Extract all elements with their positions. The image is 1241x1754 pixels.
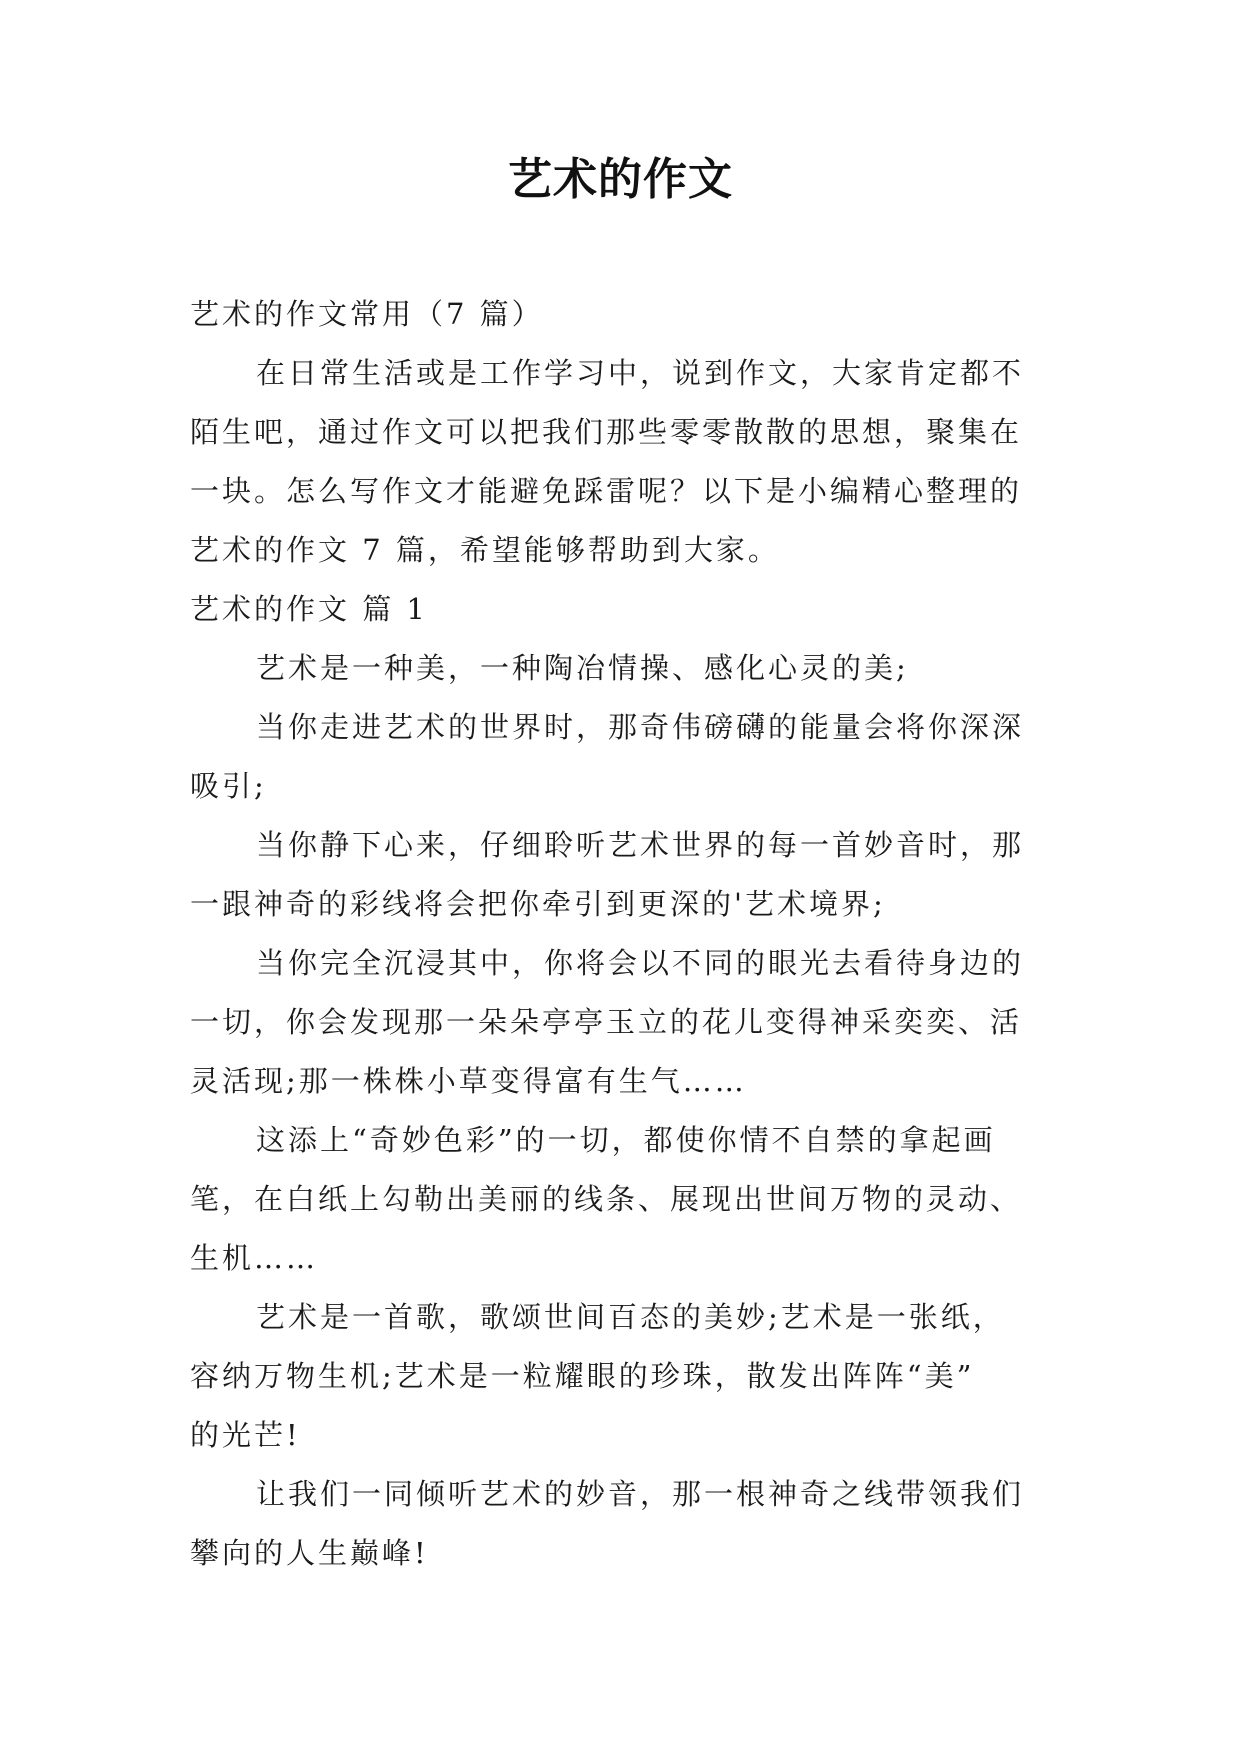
text-line: 生机…… (190, 1241, 319, 1275)
text-line: 当你走进艺术的世界时，那奇伟磅礴的能量会将你深深 (256, 710, 1025, 744)
text-line: 灵活现;那一株株小草变得富有生气…… (190, 1064, 747, 1098)
text-line: 陌生吧，通过作文可以把我们那些零零散散的思想，聚集在 (190, 415, 1023, 449)
text-line: 这添上“奇妙色彩”的一切，都使你情不自禁的拿起画 (256, 1123, 996, 1157)
text-line: 艺术是一种美，一种陶冶情操、感化心灵的美; (256, 651, 909, 685)
document-title: 艺术的作文 (508, 154, 733, 205)
text-line: 的光芒! (190, 1418, 301, 1452)
text-line: 笔，在白纸上勾勒出美丽的线条、展现出世间万物的灵动、 (190, 1182, 1023, 1216)
text-line: 艺术的作文 7 篇，希望能够帮助到大家。 (190, 533, 780, 567)
text-line: 吸引; (190, 769, 267, 803)
text-line: 艺术的作文 篇 1 (190, 592, 428, 626)
text-line: 容纳万物生机;艺术是一粒耀眼的珍珠，散发出阵阵“美” (190, 1359, 975, 1393)
text-line: 艺术是一首歌，歌颂世间百态的美妙;艺术是一张纸， (256, 1300, 1005, 1334)
text-line: 艺术的作文常用（7 篇） (190, 297, 544, 331)
text-line: 当你完全沉浸其中，你将会以不同的眼光去看待身边的 (256, 946, 1025, 980)
text-line: 攀向的人生巅峰! (190, 1536, 429, 1570)
text-line: 在日常生活或是工作学习中，说到作文，大家肯定都不 (256, 356, 1025, 390)
text-line: 一切，你会发现那一朵朵亭亭玉立的花儿变得神采奕奕、活 (190, 1005, 1023, 1039)
document-body (190, 285, 1060, 1583)
text-line: 当你静下心来，仔细聆听艺术世界的每一首妙音时，那 (256, 828, 1025, 862)
text-line: 一块。怎么写作文才能避免踩雷呢？以下是小编精心整理的 (190, 474, 1023, 508)
text-line: 让我们一同倾听艺术的妙音，那一根神奇之线带领我们 (256, 1477, 1025, 1511)
text-line: 一跟神奇的彩线将会把你牵引到更深的'艺术境界; (190, 887, 886, 921)
